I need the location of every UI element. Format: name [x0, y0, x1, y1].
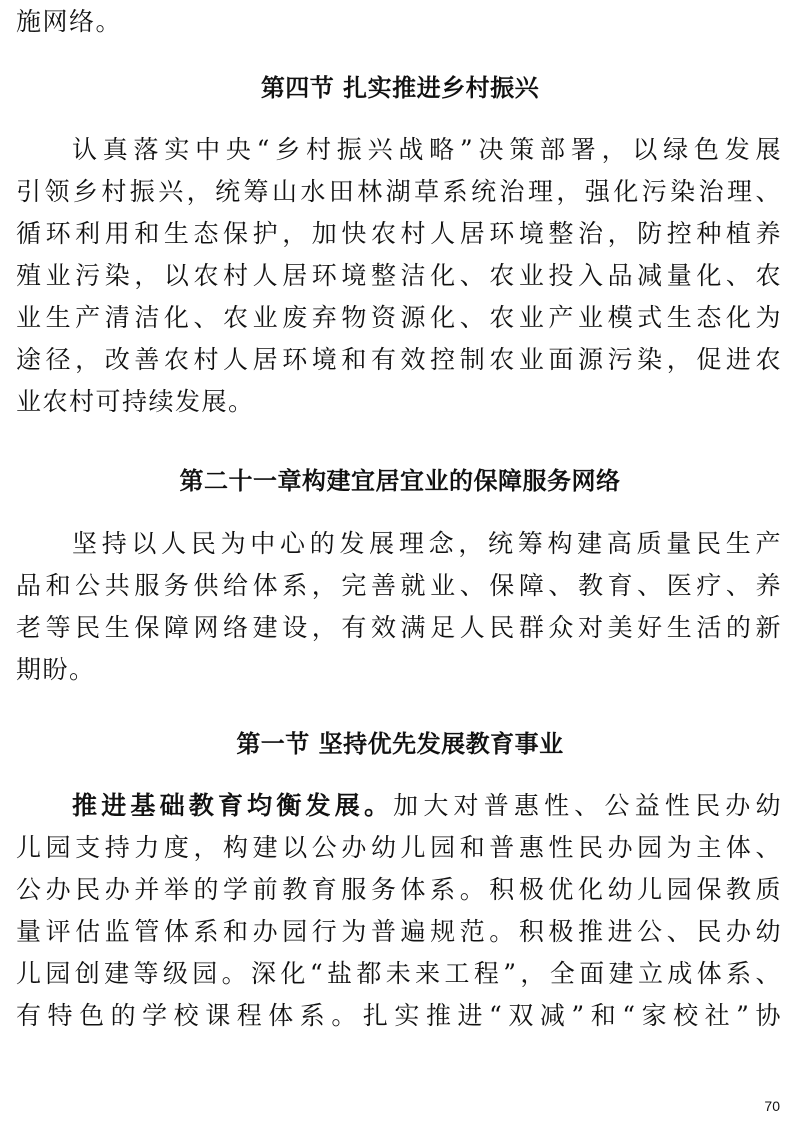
- paragraph-line: 有特色的学校课程体系。扎实推进“双减”和“家校社”协: [16, 1001, 782, 1030]
- paragraph-line: 途径，改善农村人居环境和有效控制农业面源污染，促进农: [16, 345, 782, 374]
- paragraph-line: 儿园支持力度，构建以公办幼儿园和普惠性民办园为主体、: [16, 833, 782, 862]
- section-heading: 第四节 扎实推进乡村振兴: [260, 74, 540, 102]
- paragraph-text: 加大对普惠性、公益性民办幼: [393, 791, 782, 820]
- paragraph-line: 认真落实中央“乡村振兴战略”决策部署，以绿色发展: [72, 135, 782, 164]
- paragraph-line: 老等民生保障网络建设，有效满足人民群众对美好生活的新: [16, 613, 782, 642]
- paragraph-line: 量评估监管体系和办园行为普遍规范。积极推进公、民办幼: [16, 917, 782, 946]
- paragraph-line: 引领乡村振兴，统筹山水田林湖草系统治理，强化污染治理、: [16, 177, 782, 206]
- paragraph-line: 业生产清洁化、农业废弃物资源化、农业产业模式生态化为: [16, 303, 782, 332]
- page-number: 70: [764, 1098, 780, 1114]
- chapter-heading: 第二十一章构建宜居宜业的保障服务网络: [179, 467, 621, 495]
- paragraph-line: 儿园创建等级园。深化“盐都未来工程”，全面建立成体系、: [16, 959, 782, 988]
- paragraph-line: 期盼。: [16, 655, 96, 684]
- section-heading: 第一节 坚持优先发展教育事业: [236, 730, 564, 758]
- paragraph-line: 公办民办并举的学前教育服务体系。积极优化幼儿园保教质: [16, 875, 782, 904]
- paragraph-line: 坚持以人民为中心的发展理念，统筹构建高质量民生产: [72, 529, 782, 558]
- paragraph-line: 施网络。: [16, 7, 123, 36]
- paragraph-line: 品和公共服务供给体系，完善就业、保障、教育、医疗、养: [16, 571, 782, 600]
- paragraph-lead: 推进基础教育均衡发展。: [72, 791, 394, 820]
- paragraph-line: 殖业污染，以农村人居环境整洁化、农业投入品减量化、农: [16, 261, 782, 290]
- paragraph-line: 循环利用和生态保护，加快农村人居环境整治，防控种植养: [16, 219, 782, 248]
- paragraph-line: 业农村可持续发展。: [16, 387, 255, 416]
- paragraph-line: [72, 789, 782, 823]
